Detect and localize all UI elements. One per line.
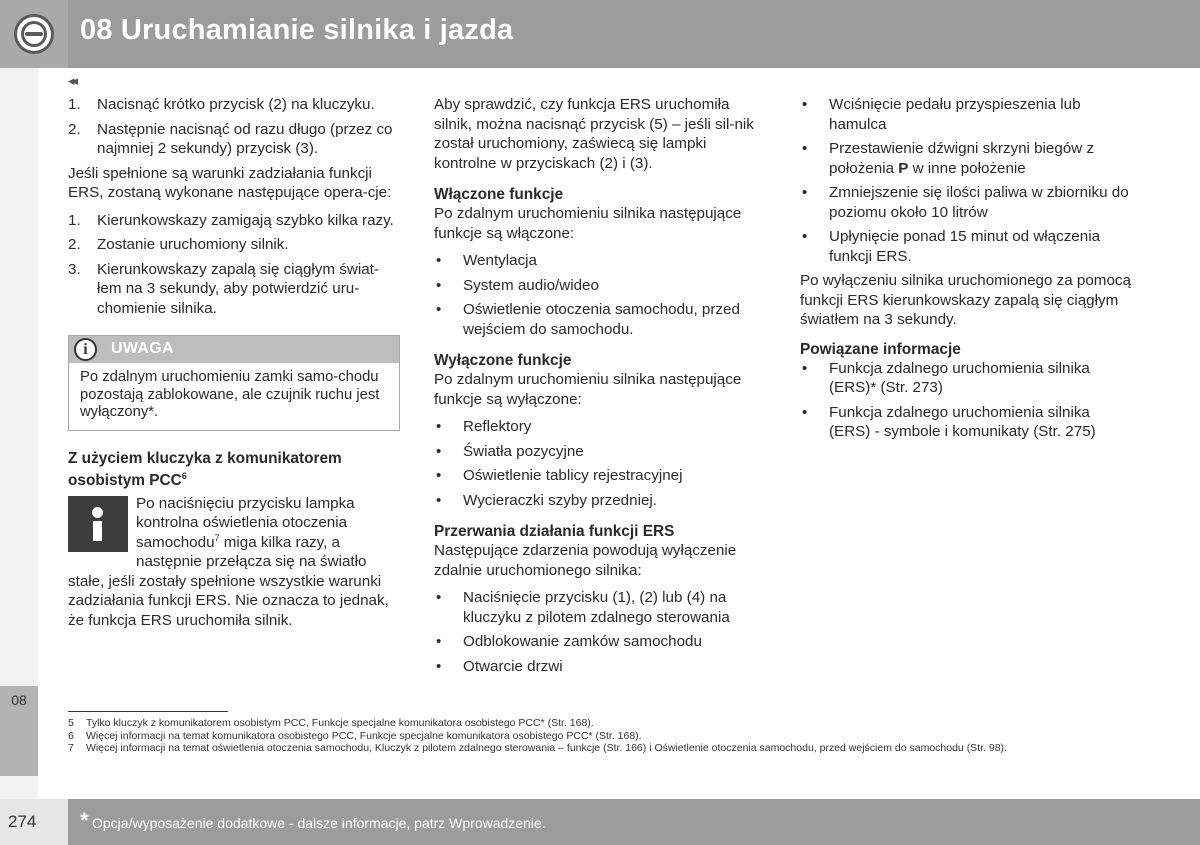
- paragraph: Po zdalnym uruchomieniu silnika następujące funkcje są wyłączone:: [434, 371, 742, 408]
- info-paragraph: Po naciśnięciu przycisku lampka kontrolna oświetlenia otoczenia samochodu$^7$ miga kilka razy, a następnie przełącza się na światło stałe, jeśli zostały spełnione wszystkie warunki zadziałania funkcji ERS. Nie oznacza to jednak, że funkcja ERS uruchomiła silnik.: [68, 494, 389, 629]
- chapter-title: 08 Uruchamianie silnika i jazda: [80, 14, 514, 46]
- list-item: • Zmniejszenie się ilości paliwa w zbiorniku do poziomu około 10 litrów: [802, 184, 1129, 221]
- previous-page-arrows-icon[interactable]: ◂◂: [68, 73, 76, 88]
- enabled-functions-list: [434, 251, 768, 339]
- footer-note: Opcja/wyposażenie dodatkowe - dalsze informacje, patrz Wprowadzenie.: [92, 815, 546, 831]
- note-header: [69, 336, 399, 363]
- list-item: • Otwarcie drzwi: [436, 657, 563, 675]
- section-heading: Włączone funkcje: [434, 186, 564, 203]
- interruptions-list-cont: [800, 95, 1132, 266]
- steering-wheel-icon: [14, 14, 54, 54]
- section-heading: Przerwania działania funkcji ERS: [434, 523, 675, 540]
- footnote-ref[interactable]: 6: [181, 470, 187, 481]
- list-item: • Oświetlenie tablicy rejestracyjnej: [436, 467, 683, 484]
- list-item: • Przestawienie dźwigni skrzyni biegów z położenia P w inne położenie: [802, 140, 1095, 177]
- column-1: [68, 95, 400, 630]
- steps-list-1: [68, 95, 400, 159]
- list-item: • Naciśnięcie przycisku (1), (2) lub (4) na kluczyku z pilotem zdalnego sterowania: [436, 589, 730, 626]
- column-3: [800, 95, 1132, 447]
- related-links-list: [800, 359, 1132, 442]
- page-number: 274: [8, 812, 37, 831]
- list-item: • Wentylacja: [436, 252, 538, 269]
- list-item: • Reflektory: [436, 418, 532, 435]
- info-circle-icon: i: [74, 338, 97, 361]
- paragraph: Po zdalnym uruchomieniu silnika następujące funkcje są włączone:: [434, 205, 742, 242]
- info-icon: [68, 496, 128, 552]
- paragraph: Aby sprawdzić, czy funkcja ERS uruchomiła silnik, można nacisnąć przycisk (5) – jeśli sil-nik został uruchomiony, zaświecą się lampki kontrolne w przyciskach (2) i (3).: [434, 96, 754, 172]
- column-2: [434, 95, 768, 681]
- chapter-side-tab-label: 08: [11, 692, 27, 708]
- section-heading: Powiązane informacje: [800, 340, 961, 358]
- related-link[interactable]: • Funkcja zdalnego uruchomienia silnika (ERS)* (Str. 273): [802, 359, 1090, 396]
- list-item: 1. Nacisnąć krótko przycisk (2) na kluczyku.: [68, 96, 375, 113]
- paragraph: Następujące zdarzenia powodują wyłączenie zdalnie uruchomionego silnika:: [434, 542, 737, 579]
- note-box: [68, 335, 400, 431]
- list-item: • Wciśnięcie pedału przyspieszenia lub hamulca: [802, 96, 1081, 133]
- section-heading: Wyłączone funkcje: [434, 352, 572, 369]
- footnote: 6 Więcej informacji na temat komunikatora osobistego PCC, Funkcje specjalne komunikatora osobistego PCC* (Str. 168).: [68, 729, 642, 742]
- paragraph: Po wyłączeniu silnika uruchomionego za pomocą funkcji ERS kierunkowskazy zapalą się ciągłym światłem na 3 sekundy.: [800, 272, 1131, 328]
- footnote: 7 Więcej informacji na temat oświetlenia otoczenia samochodu, Kluczyk z pilotem zdalnego sterowania – funkcje (Str. 166) i Oświetlenie otoczenia samochodu, przed wejściem do samochodu (Str. 98).: [68, 742, 1007, 755]
- paragraph: Jeśli spełnione są warunki zadziałania funkcji ERS, zostaną wykonane następujące opera-cje:: [68, 164, 392, 201]
- footnote: 5 Tylko kluczyk z komunikatorem osobistym PCC, Funkcje specjalne komunikatora osobistego PCC* (Str. 168).: [68, 717, 594, 729]
- list-item: • System audio/wideo: [436, 276, 599, 294]
- list-item: 3. Kierunkowskazy zapalą się ciągłym świat-łem na 3 sekundy, aby potwierdzić uru-chomienie silnika.: [68, 260, 379, 317]
- interruptions-list: [434, 588, 768, 676]
- list-item: • Światła pozycyjne: [436, 442, 584, 460]
- list-item: • Odblokowanie zamków samochodu: [436, 633, 702, 650]
- footnote-divider: [68, 711, 228, 712]
- footnotes: [68, 717, 1128, 755]
- disabled-functions-list: [434, 417, 768, 510]
- steps-list-2: [68, 211, 400, 319]
- related-link[interactable]: • Funkcja zdalnego uruchomienia silnika (ERS) - symbole i komunikaty (Str. 275): [802, 403, 1096, 440]
- footer-star: *: [80, 808, 89, 833]
- list-item: 2. Następnie nacisnąć od razu długo (przez co najmniej 2 sekundy) przycisk (3).: [68, 120, 393, 157]
- list-item: 2. Zostanie uruchomiony silnik.: [68, 236, 289, 253]
- footnote-ref[interactable]: 7: [214, 532, 220, 543]
- note-title: UWAGA: [111, 340, 174, 357]
- list-item: • Oświetlenie otoczenia samochodu, przed wejściem do samochodu.: [436, 301, 740, 338]
- list-item: • Wycieraczki szyby przedniej.: [436, 491, 657, 509]
- section-heading: Z użyciem kluczyka z komunikatorem osobistym PCC$^6$: [68, 449, 342, 489]
- list-item: 1. Kierunkowskazy zamigają szybko kilka razy.: [68, 211, 394, 229]
- list-item: • Upłynięcie ponad 15 minut od włączenia funkcji ERS.: [802, 228, 1101, 265]
- note-body: Po zdalnym uruchomieniu zamki samo-chodu pozostają zablokowane, ale czujnik ruchu jest wyłączony*.: [80, 369, 380, 420]
- header-logo-area: [0, 0, 68, 68]
